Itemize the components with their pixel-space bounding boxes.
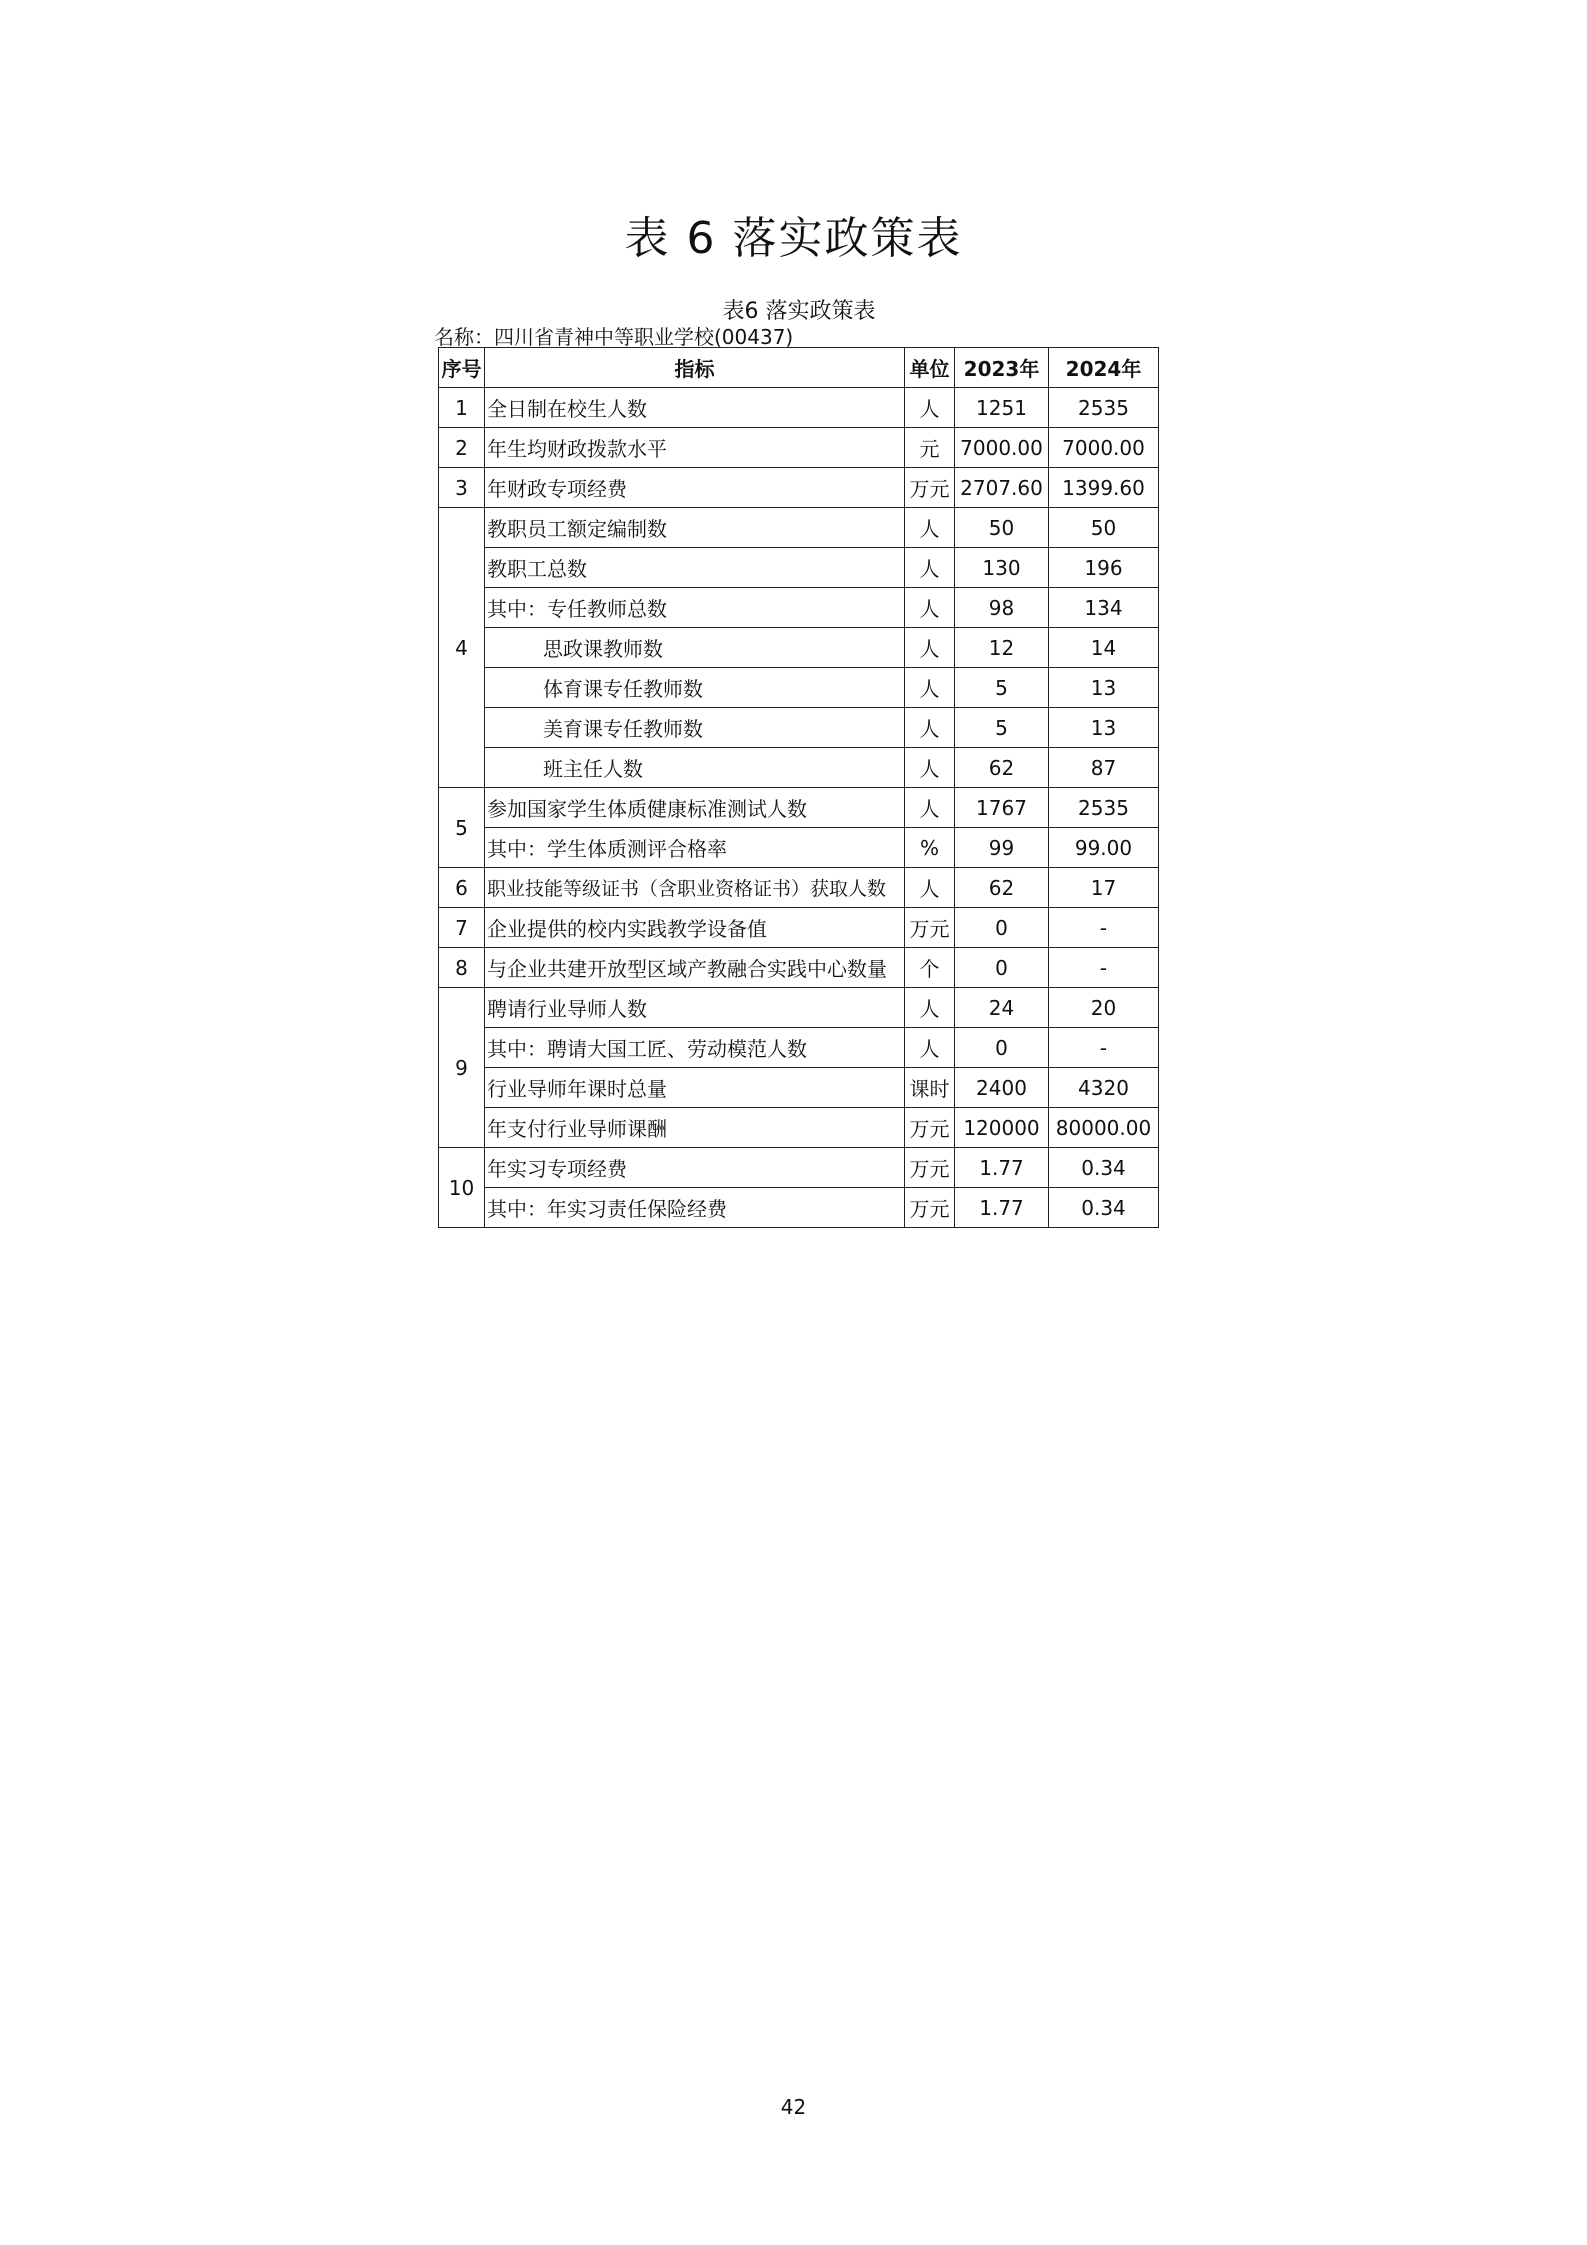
row-indicator: 行业导师年课时总量	[485, 1068, 905, 1108]
row-2023: 1.77	[955, 1188, 1049, 1228]
row-2024: 99.00	[1049, 828, 1159, 868]
table-row	[439, 468, 1159, 508]
row-2024: 87	[1049, 748, 1159, 788]
row-no: 6	[439, 868, 485, 908]
row-no: 10	[439, 1148, 485, 1228]
row-unit: 万元	[905, 468, 955, 508]
row-unit: 人	[905, 588, 955, 628]
table-row	[439, 908, 1159, 948]
row-unit: 人	[905, 708, 955, 748]
row-2024: 50	[1049, 508, 1159, 548]
row-unit: 万元	[905, 1108, 955, 1148]
row-2024: 20	[1049, 988, 1159, 1028]
row-no: 7	[439, 908, 485, 948]
row-2023: 50	[955, 508, 1049, 548]
row-2024: 13	[1049, 708, 1159, 748]
row-unit: 万元	[905, 908, 955, 948]
row-2023: 5	[955, 708, 1049, 748]
row-2023: 1.77	[955, 1148, 1049, 1188]
row-2023: 5	[955, 668, 1049, 708]
table-caption: 表6 落实政策表	[722, 299, 876, 324]
table-row	[439, 868, 1159, 908]
row-2024: 134	[1049, 588, 1159, 628]
row-indicator: 其中：专任教师总数	[485, 588, 905, 628]
row-indicator: 企业提供的校内实践教学设备值	[485, 908, 905, 948]
row-2024: 13	[1049, 668, 1159, 708]
table-header-row	[439, 348, 1159, 388]
row-2023: 7000.00	[955, 428, 1049, 468]
row-indicator: 其中：学生体质测评合格率	[485, 828, 905, 868]
table-row	[439, 548, 1159, 588]
row-unit: 人	[905, 388, 955, 428]
header-2023: 2023年	[955, 348, 1049, 388]
row-indicator: 思政课教师数	[485, 628, 905, 668]
policy-table	[438, 347, 1159, 1228]
table-row	[439, 708, 1159, 748]
row-unit: 元	[905, 428, 955, 468]
table-row	[439, 588, 1159, 628]
row-indicator: 美育课专任教师数	[485, 708, 905, 748]
row-2023: 1251	[955, 388, 1049, 428]
row-2023: 12	[955, 628, 1049, 668]
table-row	[439, 1108, 1159, 1148]
header-indicator: 指标	[485, 348, 905, 388]
row-unit: 人	[905, 788, 955, 828]
row-unit: 万元	[905, 1148, 955, 1188]
row-2023: 1767	[955, 788, 1049, 828]
row-no: 9	[439, 988, 485, 1148]
table-row	[439, 428, 1159, 468]
row-indicator: 职业技能等级证书（含职业资格证书）获取人数	[485, 868, 905, 908]
row-no: 8	[439, 948, 485, 988]
row-unit: 人	[905, 988, 955, 1028]
row-2024: 17	[1049, 868, 1159, 908]
row-unit: 课时	[905, 1068, 955, 1108]
table-row	[439, 748, 1159, 788]
row-2023: 2400	[955, 1068, 1049, 1108]
table-row	[439, 1148, 1159, 1188]
row-unit: 人	[905, 748, 955, 788]
row-2024: 2535	[1049, 788, 1159, 828]
table-row	[439, 828, 1159, 868]
row-indicator: 聘请行业导师人数	[485, 988, 905, 1028]
row-unit: 万元	[905, 1188, 955, 1228]
row-indicator: 参加国家学生体质健康标准测试人数	[485, 788, 905, 828]
row-2023: 24	[955, 988, 1049, 1028]
row-2023: 0	[955, 1028, 1049, 1068]
row-2023: 0	[955, 948, 1049, 988]
row-unit: 人	[905, 628, 955, 668]
row-2024: 14	[1049, 628, 1159, 668]
row-indicator: 其中：聘请大国工匠、劳动模范人数	[485, 1028, 905, 1068]
row-indicator: 其中：年实习责任保险经费	[485, 1188, 905, 1228]
table-row	[439, 788, 1159, 828]
row-2024: 2535	[1049, 388, 1159, 428]
row-unit: 人	[905, 508, 955, 548]
row-indicator: 年财政专项经费	[485, 468, 905, 508]
row-2023: 120000	[955, 1108, 1049, 1148]
row-unit: 人	[905, 548, 955, 588]
row-indicator: 体育课专任教师数	[485, 668, 905, 708]
row-unit: %	[905, 828, 955, 868]
table-row	[439, 1068, 1159, 1108]
row-2024: 80000.00	[1049, 1108, 1159, 1148]
header-2024: 2024年	[1049, 348, 1159, 388]
row-no: 1	[439, 388, 485, 428]
row-indicator: 年生均财政拨款水平	[485, 428, 905, 468]
header-unit: 单位	[905, 348, 955, 388]
table-row	[439, 628, 1159, 668]
row-2024: 1399.60	[1049, 468, 1159, 508]
row-indicator: 教职工总数	[485, 548, 905, 588]
row-unit: 个	[905, 948, 955, 988]
row-2024: -	[1049, 908, 1159, 948]
row-2023: 99	[955, 828, 1049, 868]
school-name: 名称：四川省青神中等职业学校(00437)	[434, 325, 794, 349]
table-row	[439, 1028, 1159, 1068]
table-row	[439, 1188, 1159, 1228]
row-2024: -	[1049, 948, 1159, 988]
row-2024: 0.34	[1049, 1188, 1159, 1228]
table-row	[439, 988, 1159, 1028]
table-row	[439, 508, 1159, 548]
row-2023: 130	[955, 548, 1049, 588]
row-indicator: 年支付行业导师课酬	[485, 1108, 905, 1148]
row-indicator: 全日制在校生人数	[485, 388, 905, 428]
row-indicator: 班主任人数	[485, 748, 905, 788]
row-indicator: 与企业共建开放型区域产教融合实践中心数量	[485, 948, 905, 988]
row-2023: 62	[955, 748, 1049, 788]
row-no: 3	[439, 468, 485, 508]
row-2023: 98	[955, 588, 1049, 628]
row-indicator: 年实习专项经费	[485, 1148, 905, 1188]
row-2023: 62	[955, 868, 1049, 908]
row-2024: 4320	[1049, 1068, 1159, 1108]
table-row	[439, 948, 1159, 988]
header-no: 序号	[439, 348, 485, 388]
page-number: 42	[780, 2095, 807, 2119]
row-2024: 0.34	[1049, 1148, 1159, 1188]
row-no: 2	[439, 428, 485, 468]
row-2023: 0	[955, 908, 1049, 948]
row-2024: 7000.00	[1049, 428, 1159, 468]
table-row	[439, 668, 1159, 708]
table-row	[439, 388, 1159, 428]
row-2024: 196	[1049, 548, 1159, 588]
row-unit: 人	[905, 1028, 955, 1068]
page-title: 表 6 落实政策表	[624, 213, 963, 264]
row-indicator: 教职员工额定编制数	[485, 508, 905, 548]
row-unit: 人	[905, 868, 955, 908]
row-no: 5	[439, 788, 485, 868]
row-2024: -	[1049, 1028, 1159, 1068]
row-2023: 2707.60	[955, 468, 1049, 508]
row-unit: 人	[905, 668, 955, 708]
row-no: 4	[439, 508, 485, 788]
